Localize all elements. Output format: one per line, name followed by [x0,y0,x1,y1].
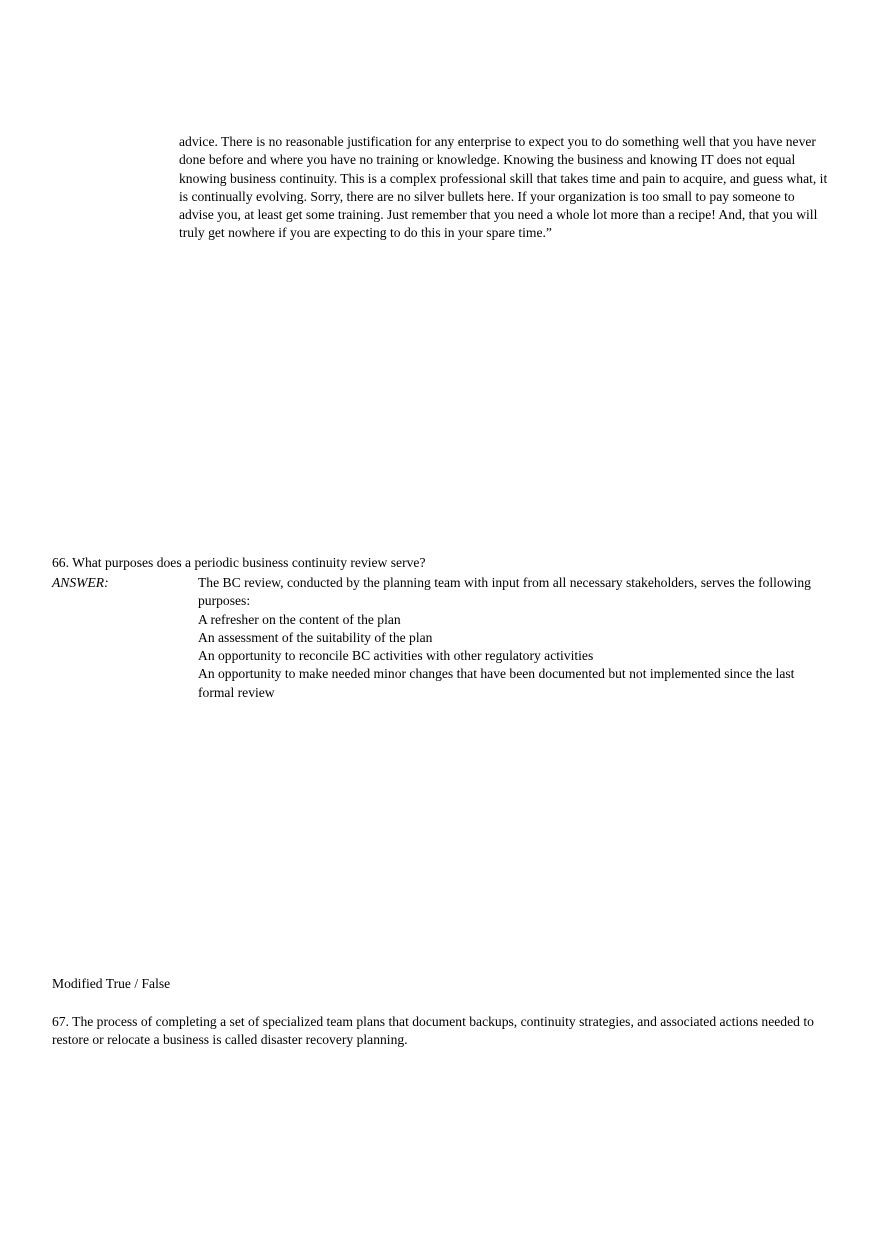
question-66-text: 66. What purposes does a periodic business continuity review serve? [52,555,426,570]
answer-line: A refresher on the content of the plan [198,611,401,627]
answer-label: ANSWER: [52,575,109,590]
answer-line: An opportunity to reconcile BC activities with other regulatory activities [198,648,594,664]
answer-line: The BC review, conducted by the planning team with input from all necessary stakeholders, serves the following purposes: [198,575,811,609]
quote-paragraph: advice. There is no reasonable justification for any enterprise to expect you to do something well that you have never done before and where you have no training or knowledge. Knowing the business and knowing IT does not equal knowing business continuity. This is a complex professional skill that takes time and pain to acquire, and guess what, it is continually evolving. Sorry, there are no silver bullets here. If your organization is too small to pay someone to advise you, at least get some training. Just remember that you need a whole lot more than a recipe! And, that you will truly get nowhere if you are expecting to do this in your spare time.” [179,134,828,241]
answer-line: An opportunity to make needed minor changes that have been documented but not implemented since the last formal review [198,666,795,700]
question-66-answer-row [52,574,830,702]
answer-line: An assessment of the suitability of the plan [198,629,433,645]
question-67-text: 67. The process of completing a set of specialized team plans that document backups, continuity strategies, and associated actions needed to restore or relocate a business is called disaster recovery planning. [52,1014,814,1048]
section-heading: Modified True / False [52,976,171,991]
answer-body [198,574,830,702]
